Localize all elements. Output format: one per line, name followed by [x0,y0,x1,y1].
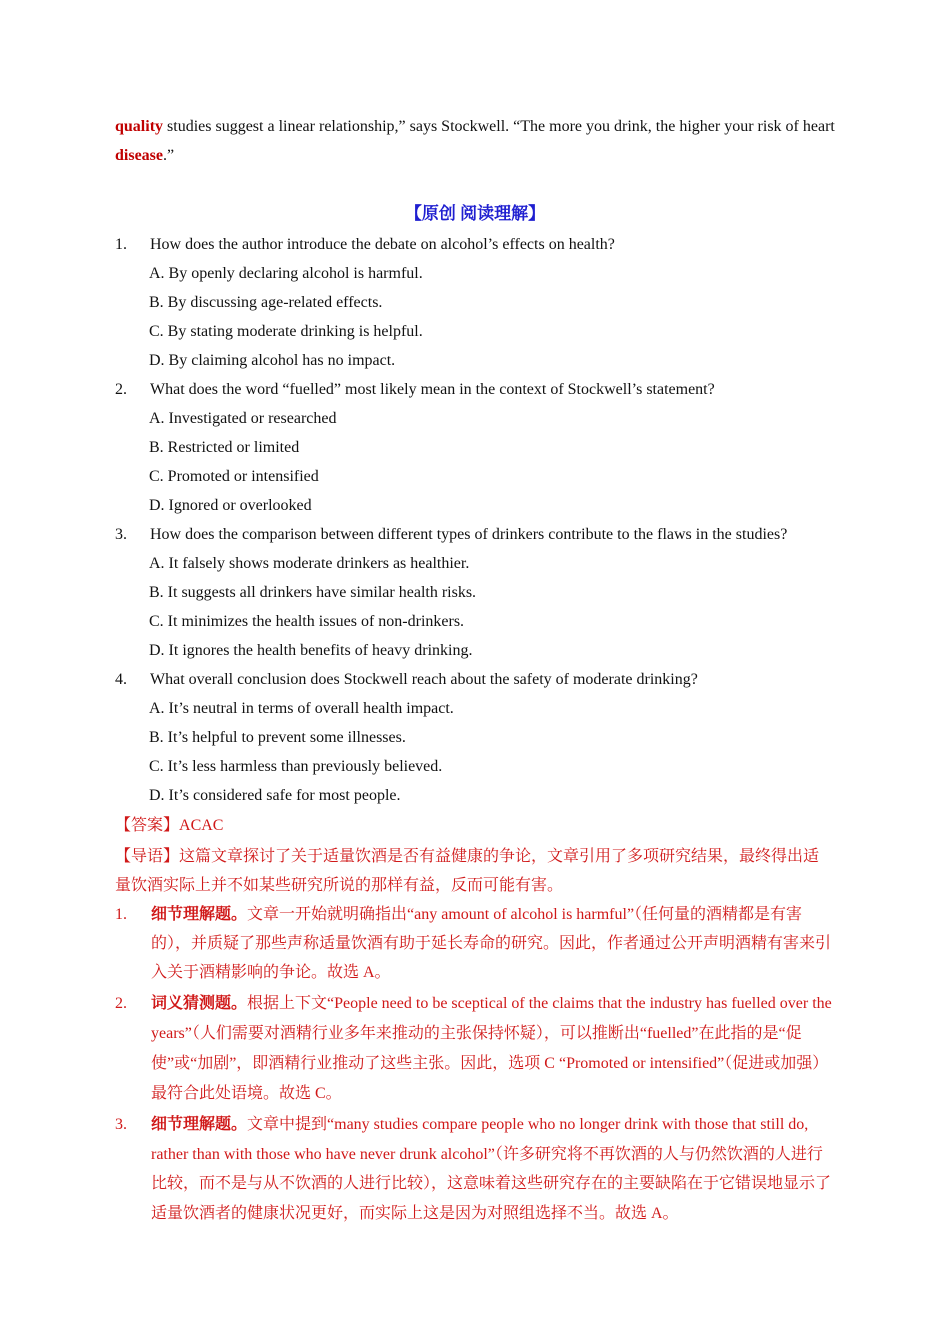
question-2 [115,380,715,400]
explanation-3 [115,1110,835,1228]
explanation-2 [115,989,835,1109]
keyword-quality: quality [115,118,164,135]
answer-label: 【答案】 [115,817,180,834]
question-4-option-b: B. It’s helpful to prevent some illnesses. [149,729,406,746]
question-3-option-a: A. It falsely shows moderate drinkers as healthier. [149,555,470,572]
question-1-option-a: A. By openly declaring alcohol is harmful. [149,265,423,282]
guide-paragraph [115,842,835,900]
explanation-tag: 细节理解题。 [151,906,248,923]
question-3-option-b: B. It suggests all drinkers have similar health risks. [149,584,477,601]
explanation-number: 2. [115,995,127,1012]
keyword-disease: disease [115,147,163,164]
intro-paragraph [115,112,835,170]
question-1-option-c: C. By stating moderate drinking is helpful. [149,323,423,340]
question-3 [115,525,787,545]
section-title: 【原创 阅读理解】 [404,204,546,223]
explanation-text: 文章一开始就明确指出“any amount of alcohol is harmful”（任何量的酒精都是有害的），并质疑了那些声称适量饮酒有助于延长寿命的研究。因此，作者通过公开声明酒精有害来引入关于酒精影响的争论。故选 A。 [151,906,832,981]
question-2-option-b: B. Restricted or limited [149,439,300,456]
question-2-option-d: D. Ignored or overlooked [149,497,312,514]
intro-text-1: studies suggest a linear relationship,” says Stockwell. “The more you drink, the higher your risk of heart [163,118,835,135]
question-2-option-c: C. Promoted or intensified [149,468,319,485]
explanation-text: 根据上下文“People need to be sceptical of the claims that the industry has fuelled over the years”（人们需要对酒精行业多年来推动的主张保持怀疑），可以推断出“fuelled”在此指的是“促使”或“加剧”，即酒精行业推动了这些主张。因此，选项 C “Promoted or intensified”（促进或加强）最符合此处语境。故选 C。 [151,995,832,1102]
explanation-tag: 词义猜测题。 [151,995,248,1012]
answer-value: ACAC [179,817,224,834]
question-text: What does the word “fuelled” most likely mean in the context of Stockwell’s statement? [150,381,715,398]
explanation-1 [115,900,835,987]
question-1-option-d: D. By claiming alcohol has no impact. [149,352,396,369]
question-text: What overall conclusion does Stockwell reach about the safety of moderate drinking? [150,671,698,688]
question-3-option-d: D. It ignores the health benefits of heavy drinking. [149,642,473,659]
question-4-option-d: D. It’s considered safe for most people. [149,787,401,804]
question-1 [115,235,615,255]
answer-line [115,816,223,836]
question-number: 1. [115,236,127,253]
question-text: How does the author introduce the debate on alcohol’s effects on health? [150,236,615,253]
explanation-text: 文章中提到“many studies compare people who no longer drink with those that still do, rather than with those who have never drunk alcohol”（许多研究将不再饮酒的人与仍然饮酒的人进行比较，而不是与从不饮酒的人进行比较），这意味着这些研究存在的主要缺陷在于它错误地显示了适量饮酒者的健康状况更好，而实际上这是因为对照组选择不当。故选 A。 [151,1116,832,1222]
question-4-option-c: C. It’s less harmless than previously believed. [149,758,443,775]
question-3-option-c: C. It minimizes the health issues of non-drinkers. [149,613,465,630]
question-4-option-a: A. It’s neutral in terms of overall health impact. [149,700,454,717]
question-number: 2. [115,381,127,398]
explanation-number: 3. [115,1116,127,1133]
question-number: 4. [115,671,127,688]
question-2-option-a: A. Investigated or researched [149,410,337,427]
guide-label: 【导语】 [115,848,180,865]
guide-text: 这篇文章探讨了关于适量饮酒是否有益健康的争论，文章引用了多项研究结果，最终得出适量饮酒实际上并不如某些研究所说的那样有益，反而可能有害。 [115,848,820,894]
explanation-number: 1. [115,906,127,923]
question-1-option-b: B. By discussing age-related effects. [149,294,383,311]
question-4 [115,670,698,690]
intro-text-2: .” [163,147,175,164]
question-text: How does the comparison between different types of drinkers contribute to the flaws in the studies? [150,526,788,543]
explanation-tag: 细节理解题。 [151,1116,248,1133]
question-number: 3. [115,526,127,543]
